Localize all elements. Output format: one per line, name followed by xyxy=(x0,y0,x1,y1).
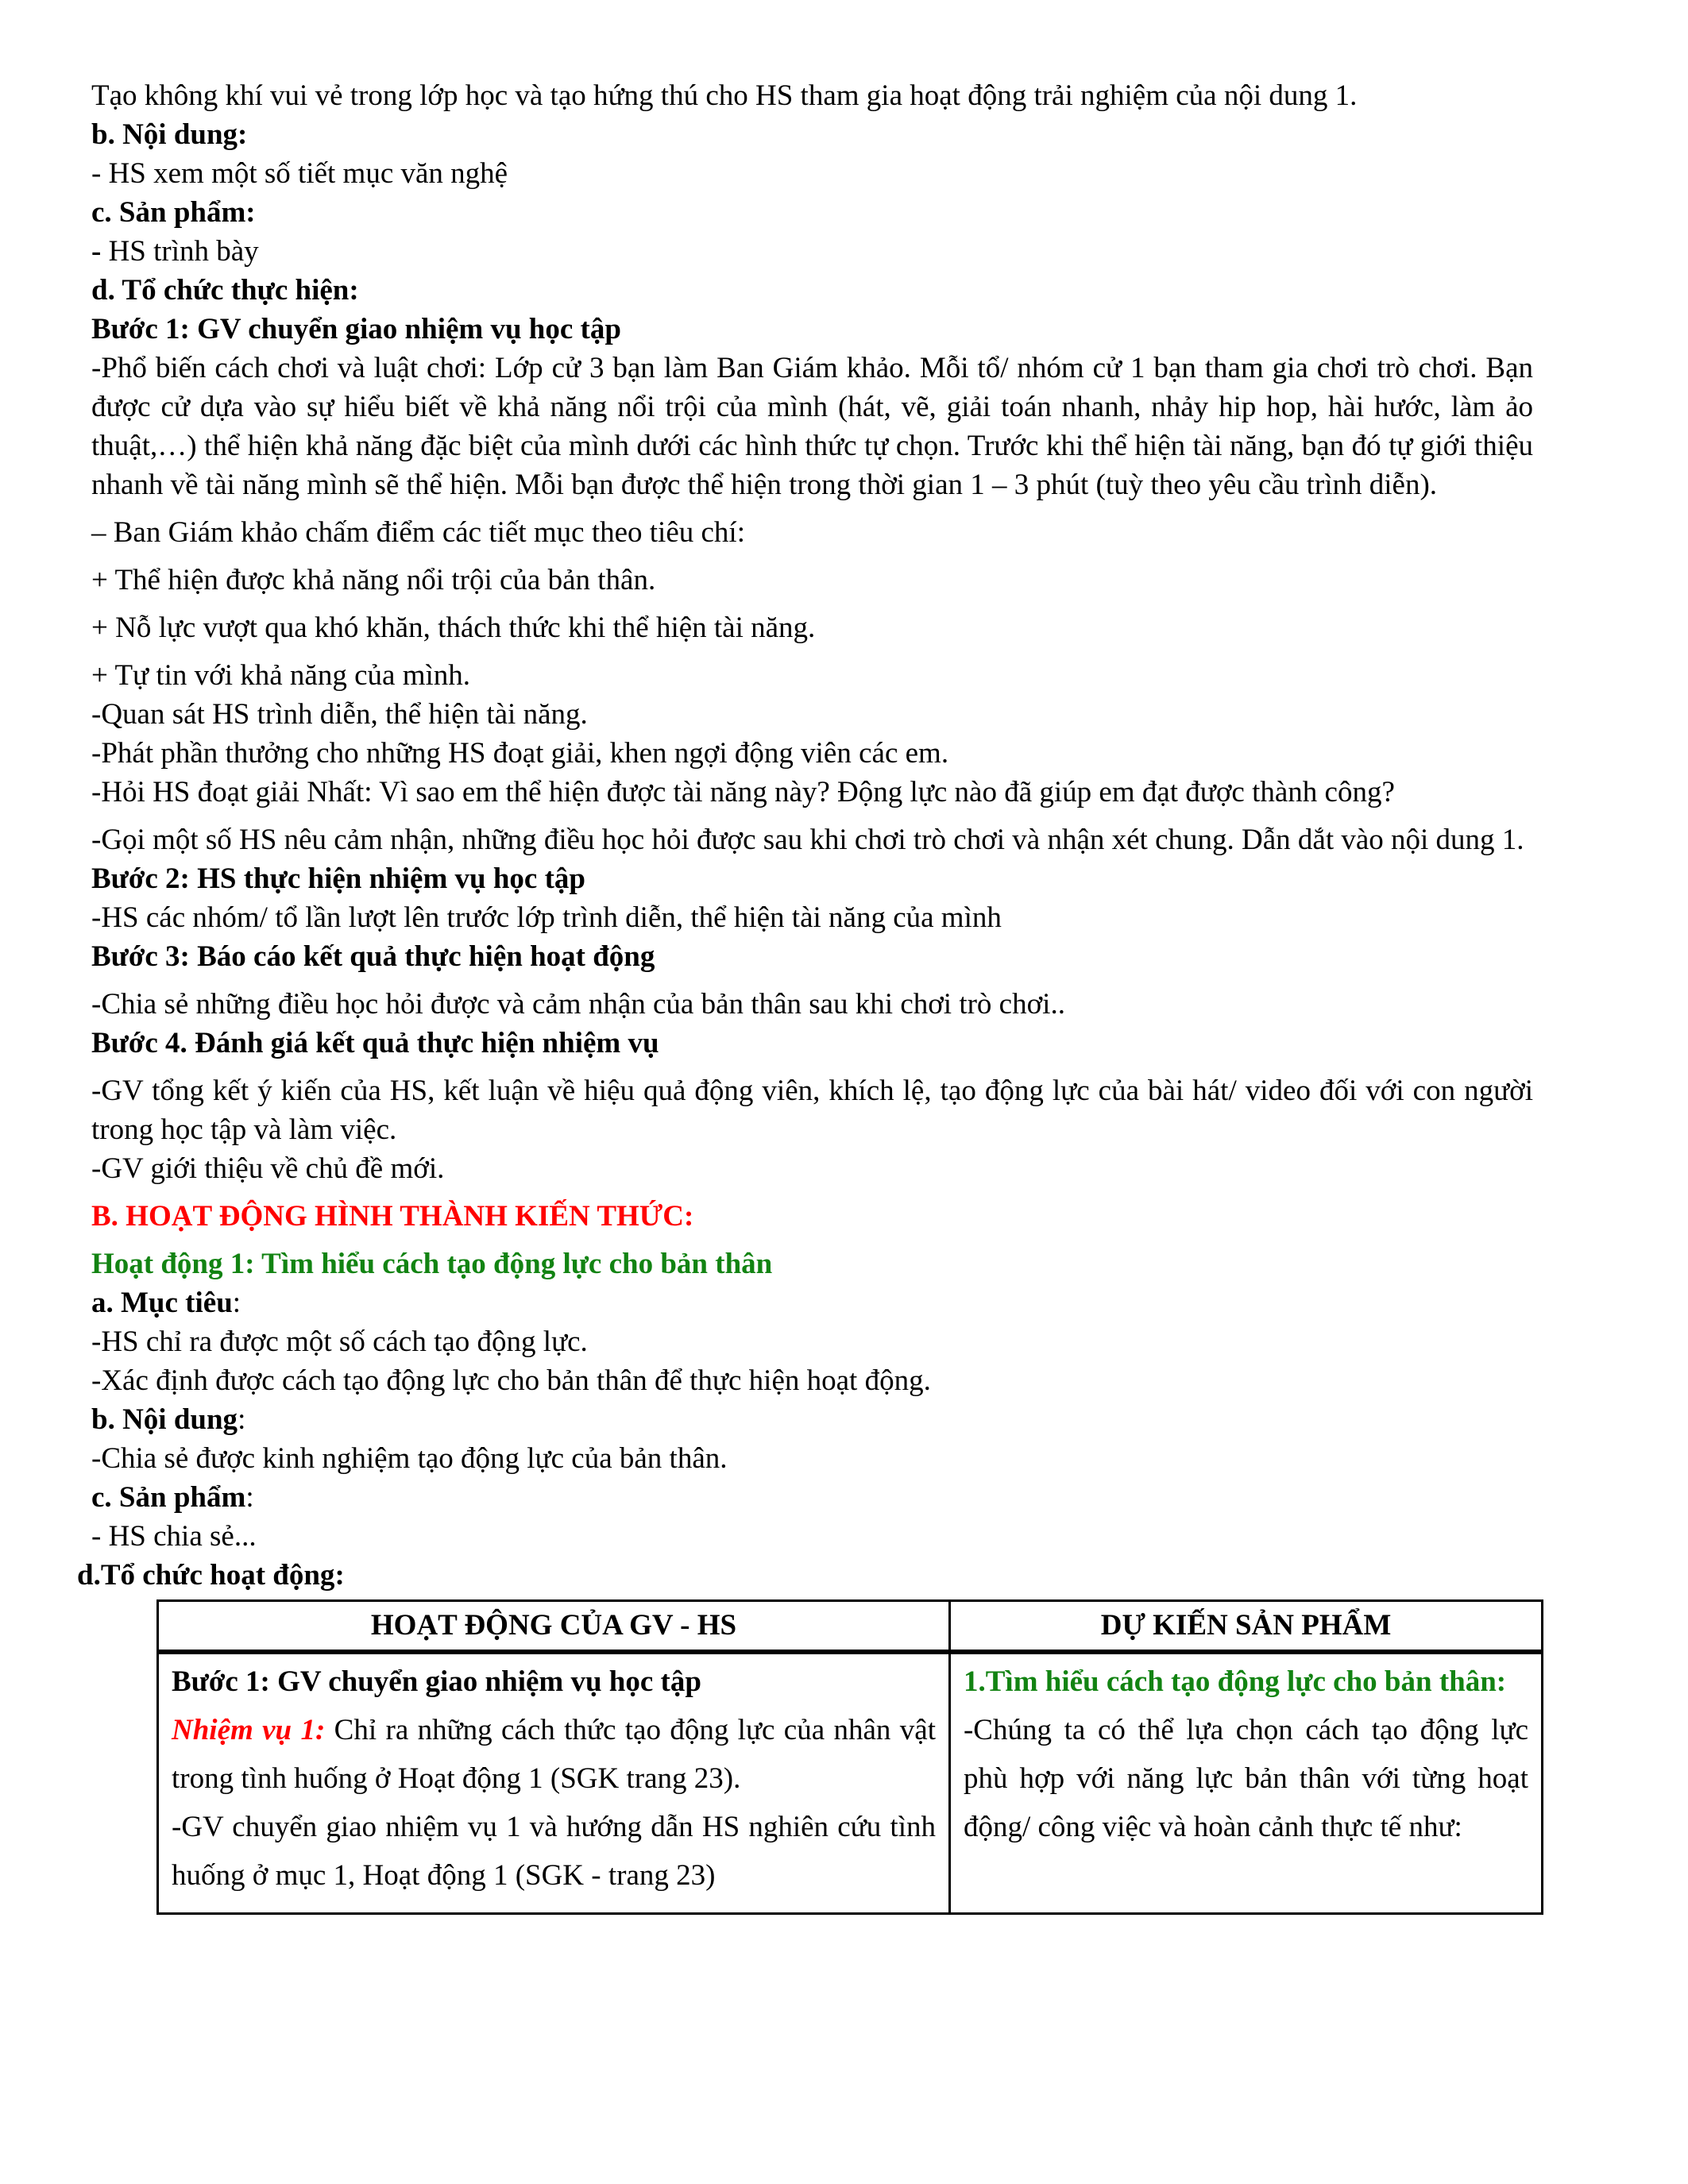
cell-paragraph-nhiem-vu-1 xyxy=(172,1706,936,1803)
paragraph-quan-sat: -Quan sát HS trình diễn, thể hiện tài năng. xyxy=(91,698,588,731)
heading-buoc-2: Bước 2: HS thực hiện nhiệm vụ học tập xyxy=(91,862,586,895)
cell-paragraph-chung-ta: -Chúng ta có thể lựa chọn cách tạo động lực phù hợp với năng lực bản thân với từng hoạt động/ công việc và hoàn cảnh thực tế như: xyxy=(963,1714,1528,1843)
paragraph-pho-bien-cach-choi: -Phổ biến cách chơi và luật chơi: Lớp cử 3 bạn làm Ban Giám khảo. Mỗi tổ/ nhóm cử 1 bạn tham gia chơi trò chơi. Bạn được cử dựa vào sự hiểu biết về khả năng nổi trội của mình (hát, vẽ, giải toán nhanh, nhảy hip hop, hài hước, làm ảo thuật,…) thể hiện khả năng đặc biệt của mình dưới các hình thức tự chọn. Trước khi thể hiện tài năng, bạn đó tự giới thiệu nhanh về tài năng mình sẽ thể hiện. Mỗi bạn được thể hiện trong thời gian 1 – 3 phút (tuỳ theo yêu cầu trình diễn). xyxy=(91,352,1533,501)
document-content xyxy=(77,76,1533,1915)
heading-noi-dung-2 xyxy=(91,1400,1533,1439)
paragraph-tieu-chi-2: + Nỗ lực vượt qua khó khăn, thách thức khi thể hiện tài năng. xyxy=(91,612,816,644)
cell-du-kien-san-pham xyxy=(949,1652,1542,1914)
cell-paragraph-gv-chuyen-giao: -GV chuyển giao nhiệm vụ 1 và hướng dẫn HS nghiên cứu tình huống ở mục 1, Hoạt động 1 (SGK - trang 23) xyxy=(172,1811,936,1892)
paragraph-hs-trinh-bay-text: HS trình bày xyxy=(108,235,259,268)
paragraph-phat-phan-thuong: -Phát phần thưởng cho những HS đoạt giải, khen ngợi động viên các em. xyxy=(91,737,949,770)
paragraph-gv-tong-ket: -GV tổng kết ý kiến của HS, kết luận về hiệu quả động viên, khích lệ, tạo động lực của bài hát/ video đối với con người trong học tập và làm việc. xyxy=(91,1075,1533,1146)
paragraph-muc-tieu-2: -Xác định được cách tạo động lực cho bản thân để thực hiện hoạt động. xyxy=(91,1364,931,1397)
paragraph-chia-se-dieu-hoc-hoi: -Chia sẻ những điều học hỏi được và cảm nhận của bản thân sau khi chơi trò chơi.. xyxy=(91,988,1065,1021)
nhiem-vu-1-text: Chỉ ra những cách thức tạo động lực của nhân vật trong tình huống ở Hoạt động 1 (SGK trang 23). xyxy=(172,1714,936,1795)
paragraph-ban-giam-khao: – Ban Giám khảo chấm điểm các tiết mục theo tiêu chí: xyxy=(91,516,745,549)
paragraph-tieu-chi-3: + Tự tin với khả năng của mình. xyxy=(91,659,471,692)
heading-muc-tieu-label: a. Mục tiêu xyxy=(91,1287,233,1319)
paragraph-xem-van-nghe: - HS xem một số tiết mục văn nghệ xyxy=(91,157,508,190)
heading-san-pham-2-label: c. Sản phẩm xyxy=(91,1481,246,1514)
paragraph-hs-trinh-bay xyxy=(91,232,1533,271)
paragraph-chia-se-kinh-nghiem: -Chia sẻ được kinh nghiệm tạo động lực của bản thân. xyxy=(91,1442,728,1475)
heading-noi-dung-1: b. Nội dung: xyxy=(91,118,248,151)
paragraph-gv-gioi-thieu: -GV giới thiệu về chủ đề mới. xyxy=(91,1152,445,1185)
heading-buoc-3: Bước 3: Báo cáo kết quả thực hiện hoạt động xyxy=(91,940,655,973)
paragraph-hs-chia-se: - HS chia sẻ... xyxy=(91,1520,257,1553)
paragraph-hoi-hs-doat-giai: -Hỏi HS đoạt giải Nhất: Vì sao em thể hiện được tài năng này? Động lực nào đã giúp em đạt được thành công? xyxy=(91,776,1395,808)
heading-to-chuc-hoat-dong-colon: : xyxy=(334,1559,345,1592)
paragraph-goi-hs-cam-nhan: -Gọi một số HS nêu cảm nhận, những điều học hỏi được sau khi chơi trò chơi và nhận xét chung. Dẫn dắt vào nội dung 1. xyxy=(91,824,1524,856)
heading-buoc-1: Bước 1: GV chuyển giao nhiệm vụ học tập xyxy=(91,313,621,345)
heading-to-chuc-hoat-dong-label: d.Tổ chức hoạt động xyxy=(77,1559,335,1592)
heading-to-chuc-thuc-hien: d. Tổ chức thực hiện: xyxy=(91,274,359,307)
cell-hoat-dong-gv-hs xyxy=(158,1652,950,1914)
bold-dash: - xyxy=(91,235,109,268)
cell-heading-tim-hieu: 1.Tìm hiểu cách tạo động lực cho bản thân: xyxy=(963,1665,1507,1698)
heading-san-pham-2 xyxy=(91,1478,1533,1517)
table-header-row xyxy=(158,1601,1543,1653)
nhiem-vu-1-label: Nhiệm vụ 1: xyxy=(172,1714,326,1746)
heading-san-pham-1: c. Sản phẩm: xyxy=(91,196,256,229)
table-body-row xyxy=(158,1652,1543,1914)
paragraph-tieu-chi-1: + Thể hiện được khả năng nổi trội của bản thân. xyxy=(91,564,656,596)
heading-buoc-4: Bước 4. Đánh giá kết quả thực hiện nhiệm vụ xyxy=(91,1027,659,1059)
heading-san-pham-2-colon: : xyxy=(245,1481,254,1514)
table-header-gv-hs: HOẠT ĐỘNG CỦA GV - HS xyxy=(158,1601,950,1653)
heading-noi-dung-2-colon: : xyxy=(238,1403,246,1436)
activity-table xyxy=(156,1599,1543,1915)
cell-heading-buoc-1: Bước 1: GV chuyển giao nhiệm vụ học tập xyxy=(172,1665,701,1698)
heading-muc-tieu xyxy=(91,1283,1533,1322)
paragraph-hs-trinh-dien: -HS các nhóm/ tổ lần lượt lên trước lớp trình diễn, thể hiện tài năng của mình xyxy=(91,901,1002,934)
table-header-du-kien-san-pham: DỰ KIẾN SẢN PHẨM xyxy=(949,1601,1542,1653)
heading-to-chuc-hoat-dong xyxy=(77,1556,1533,1595)
paragraph-intro: Tạo không khí vui vẻ trong lớp học và tạo hứng thú cho HS tham gia hoạt động trải nghiệm của nội dung 1. xyxy=(91,79,1358,112)
heading-muc-tieu-colon: : xyxy=(232,1287,241,1319)
heading-hoat-dong-1: Hoạt động 1: Tìm hiểu cách tạo động lực cho bản thân xyxy=(91,1248,773,1280)
heading-hoat-dong-hinh-thanh-kien-thuc: B. HOẠT ĐỘNG HÌNH THÀNH KIẾN THỨC: xyxy=(91,1200,694,1233)
paragraph-muc-tieu-1: -HS chỉ ra được một số cách tạo động lực. xyxy=(91,1325,588,1358)
heading-noi-dung-2-label: b. Nội dung xyxy=(91,1403,238,1436)
